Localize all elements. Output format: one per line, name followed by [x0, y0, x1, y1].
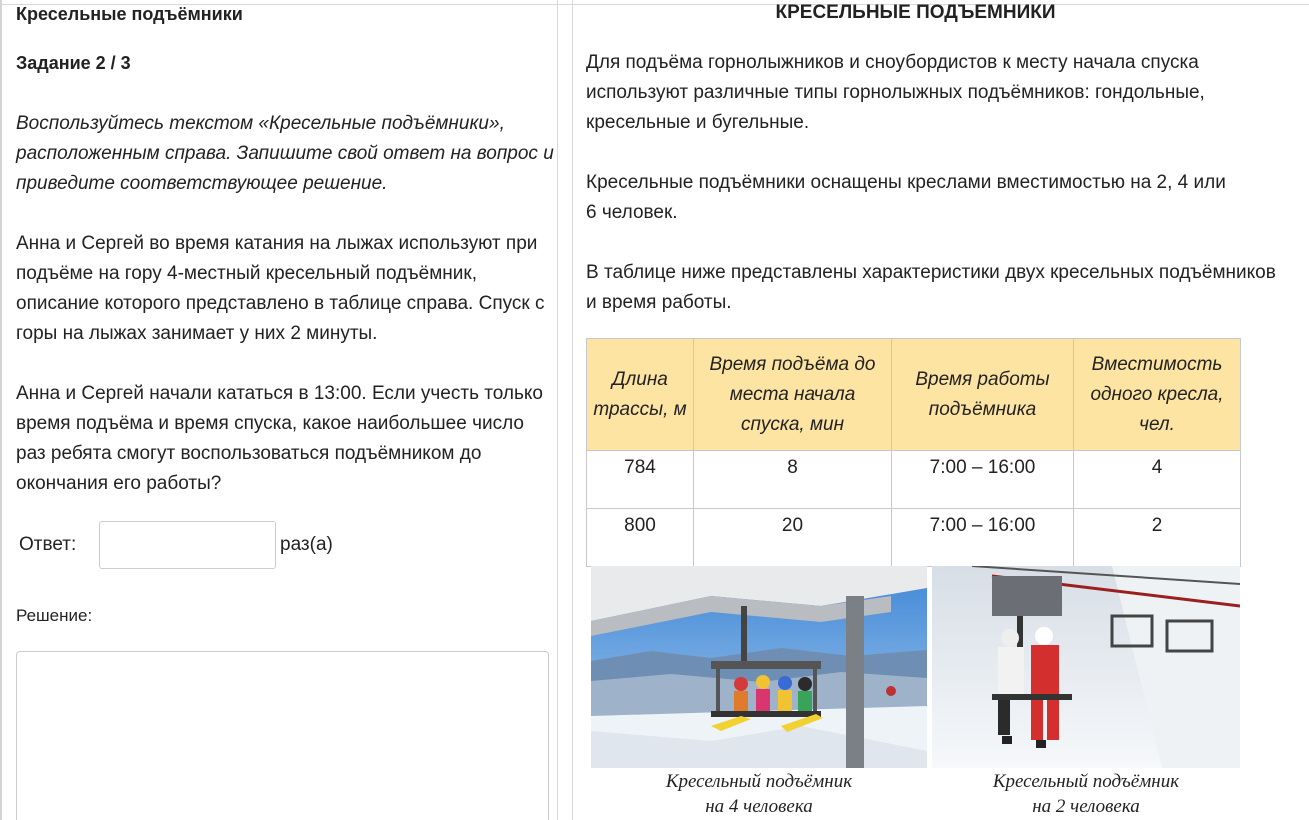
chairlift-2-caption — [932, 769, 1240, 819]
table-header-length: Длина трассы, м — [587, 339, 694, 451]
text-paragraph-2: Кресельные подъёмники оснащены креслами вместимостью на 2, 4 или 6 человек. — [586, 172, 1226, 223]
text-panel — [572, 0, 1309, 820]
answer-row — [19, 521, 333, 569]
text-paragraph-1: Для подъёма горнолыжников и сноубордистов к месту начала спуска используют различные типы горнолыжных подъёмников: гондольные, кресельные и бугельные. — [586, 52, 1205, 133]
chairlift-2-photo — [932, 566, 1240, 768]
solution-label: Решение: — [16, 606, 93, 625]
table-cell: 2 — [1074, 509, 1241, 567]
caption-line: на 2 человека — [1032, 796, 1140, 817]
table-cell: 4 — [1074, 451, 1241, 509]
solution-textarea[interactable] — [16, 651, 549, 820]
text-body — [586, 48, 1309, 318]
chairlift-2-illustration — [932, 566, 1240, 768]
caption-line: Кресельный подъёмник — [992, 771, 1180, 792]
table-cell: 7:00 – 16:00 — [892, 509, 1074, 567]
table-row — [587, 451, 1241, 509]
task-instruction — [16, 109, 556, 199]
instruction-text: Воспользуйтесь текстом «Кресельные подъёмники», расположенным справа. Запишите свой ответ на вопрос и приведите соответствующее решение. — [16, 113, 554, 194]
chairlift-4-illustration — [591, 566, 927, 768]
table-header-work-hours: Время работы подъёмника — [892, 339, 1074, 451]
task-paragraph-1: Анна и Сергей во время катания на лыжах используют при подъёме на гору 4-местный кресельный подъёмник, описание которого представлено в таблице справа. Спуск с горы на лыжах занимает у них 2 минуты. — [16, 233, 545, 344]
chairlift-4-photo — [591, 566, 927, 768]
chairlift-4-caption — [591, 769, 927, 819]
table-header-lift-time: Время подъёма до места начала спуска, мин — [694, 339, 892, 451]
task-title: Кресельные подъёмники — [16, 4, 243, 24]
answer-unit: раз(а) — [280, 534, 333, 555]
caption-line: Кресельный подъёмник — [665, 771, 853, 792]
task-panel — [0, 0, 558, 820]
table-cell: 800 — [587, 509, 694, 567]
table-cell: 8 — [694, 451, 892, 509]
answer-label: Ответ: — [19, 534, 77, 555]
text-paragraph-3: В таблице ниже представлены характеристики двух кресельных подъёмников и время работы. — [586, 262, 1276, 313]
caption-line: на 4 человека — [705, 796, 813, 817]
lift-characteristics-table — [586, 338, 1241, 567]
table-header-capacity: Вместимость одного кресла, чел. — [1074, 339, 1241, 451]
task-counter: Задание 2 / 3 — [16, 53, 131, 73]
table-row — [587, 509, 1241, 567]
table-cell: 7:00 – 16:00 — [892, 451, 1074, 509]
table-header-row — [587, 339, 1241, 451]
table-cell: 784 — [587, 451, 694, 509]
task-question — [16, 229, 556, 499]
answer-input[interactable] — [99, 521, 276, 569]
table-cell: 20 — [694, 509, 892, 567]
task-paragraph-2: Анна и Сергей начали кататься в 13:00. Если учесть только время подъёма и время спуска, какое наибольшее число раз ребята смогут воспользоваться подъёмником до окончания его работы? — [16, 383, 543, 494]
text-title: КРЕСЕЛЬНЫЕ ПОДЪЕМНИКИ — [775, 2, 1056, 23]
